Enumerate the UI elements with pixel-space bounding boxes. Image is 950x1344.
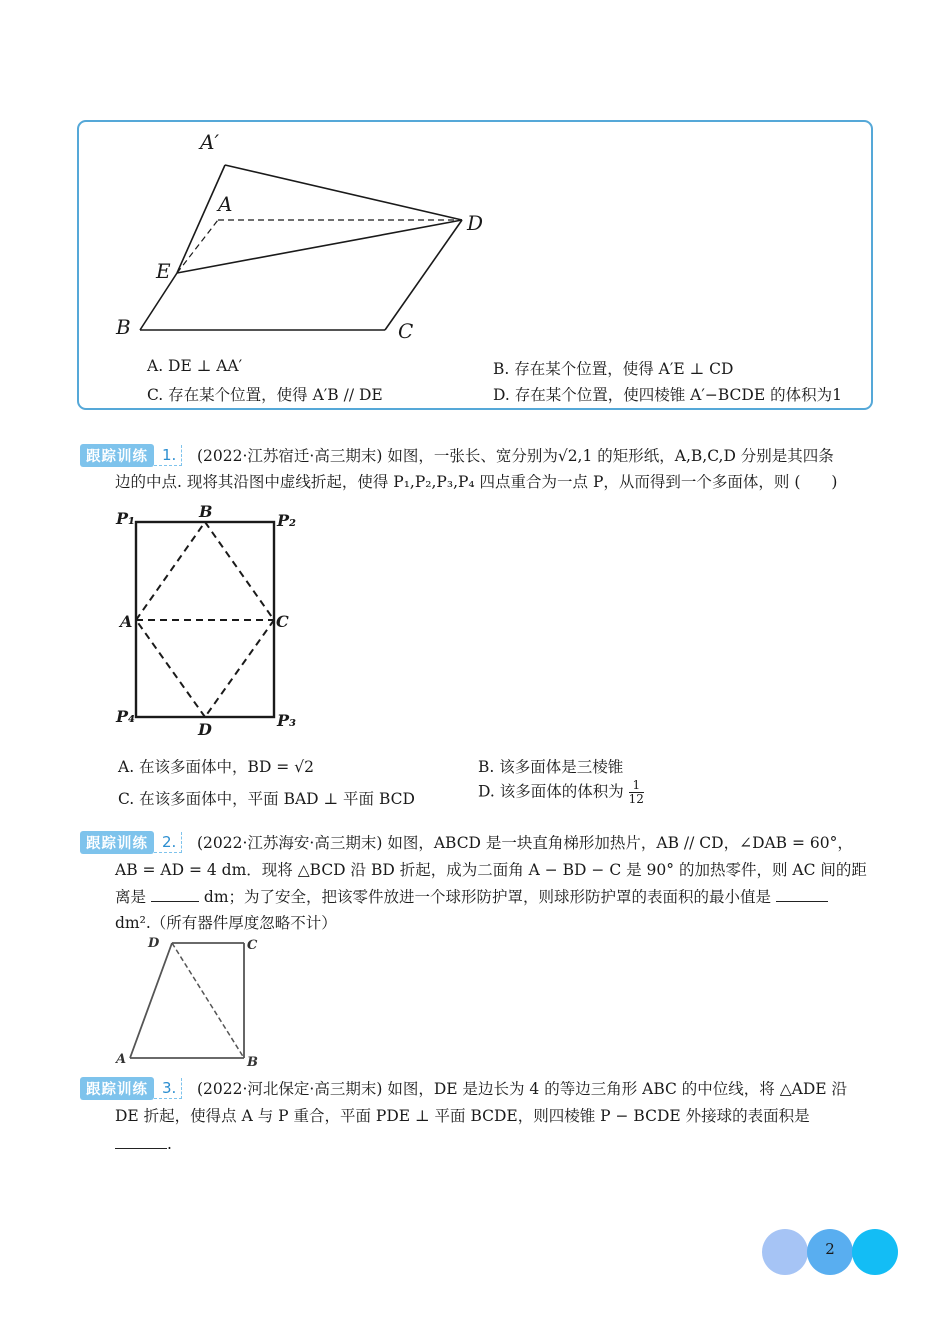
label-p3: P₃ [277, 711, 297, 730]
q3-text-line1: (2022·河北保定·高三期末) 如图，DE 是边长为 4 的等边三角形 ABC 的中位线，将 △ADE 沿 [197, 1080, 848, 1098]
fraction [629, 779, 644, 806]
tag-label: 跟踪训练 [80, 444, 154, 467]
tag-number: 3. [154, 1078, 182, 1099]
tag-number: 1. [154, 445, 182, 466]
q1-option-d [478, 779, 644, 806]
label-a: A [116, 1052, 127, 1067]
q2-text-line4: dm².（所有器件厚度忽略不计） [115, 914, 337, 932]
decor-circle-3 [852, 1229, 898, 1275]
q1-text-line1: (2022·江苏宿迁·高三期末) 如图，一张长、宽分别为√2,1 的矩形纸，A,B,C,D 分别是其四条 [197, 447, 834, 465]
q2-text-line2: AB = AD = 4 dm．现将 △BCD 沿 BD 折起，成为二面角 A − BD − C 是 90° 的加热零件，则 AC 间的距 [115, 861, 867, 879]
label-e: E [156, 259, 171, 283]
tag-label: 跟踪训练 [80, 1077, 154, 1100]
rectangle-paper-figure [110, 500, 310, 740]
q1-option-a: A. 在该多面体中，BD = √2 [118, 758, 314, 776]
q3-period: . [167, 1135, 172, 1153]
q1-option-d-text: D. 该多面体的体积为 [478, 782, 624, 801]
edge-ed [177, 220, 462, 273]
label-d: D [148, 936, 160, 951]
option-b: B. 存在某个位置，使得 A′E ⊥ CD [493, 360, 734, 378]
label-b: B [247, 1055, 258, 1070]
fraction-numerator: 1 [629, 779, 644, 793]
label-d: D [198, 720, 212, 739]
q1-text-line2: 边的中点. 现将其沿图中虚线折起，使得 P₁,P₂,P₃,P₄ 四点重合为一点 P，从而得到一个多面体，则 ( ) [115, 473, 838, 491]
answer-blank-3[interactable] [115, 1134, 167, 1149]
label-d: D [467, 211, 484, 235]
exercise-tag-3 [80, 1077, 182, 1099]
diagonal-bd [172, 943, 244, 1058]
q3-text-line2: DE 折起，使得点 A 与 P 重合，平面 PDE ⊥ 平面 BCDE，则四棱锥 P − BCDE 外接球的表面积是 [115, 1107, 810, 1125]
q1-option-c: C. 在该多面体中，平面 BAD ⊥ 平面 BCD [118, 790, 415, 808]
label-c: C [276, 612, 289, 631]
label-b: B [116, 315, 131, 339]
label-a-prime: A′ [200, 130, 219, 154]
page-number: 2 [825, 1240, 835, 1258]
paper-rectangle [136, 522, 274, 717]
fold-figure-1 [100, 125, 520, 350]
edge-cd [385, 220, 462, 330]
label-a: A [218, 192, 233, 216]
tag-number: 2. [154, 832, 182, 853]
exercise-tag-2 [80, 831, 182, 853]
label-p4: P₄ [116, 707, 136, 726]
option-d: D. 存在某个位置，使四棱锥 A′−BCDE 的体积为1 [493, 386, 842, 404]
answer-blank-1[interactable] [151, 887, 199, 902]
label-c: C [247, 938, 258, 953]
q1-option-b: B. 该多面体是三棱锥 [478, 758, 624, 776]
label-b: B [199, 502, 213, 521]
q2-text-line3 [115, 886, 828, 908]
label-p2: P₂ [277, 511, 297, 530]
fraction-denominator: 12 [628, 792, 644, 806]
answer-blank-2[interactable] [776, 887, 828, 902]
label-a: A [120, 612, 133, 631]
edge-ea-prime [177, 165, 225, 273]
q2-text-line3a: 离是 [115, 888, 147, 906]
edge-a-prime-d [225, 165, 462, 220]
exercise-tag-1 [80, 444, 182, 466]
decor-circle-1 [762, 1229, 808, 1275]
q3-text-line3 [115, 1133, 172, 1155]
label-c: C [398, 319, 414, 343]
tag-label: 跟踪训练 [80, 831, 154, 854]
option-a: A. DE ⊥ AA′ [147, 357, 243, 375]
option-c: C. 存在某个位置，使得 A′B // DE [147, 386, 383, 404]
label-p1: P₁ [116, 509, 136, 528]
q2-text-line1: (2022·江苏海安·高三期末) 如图，ABCD 是一块直角梯形加热片，AB // CD，∠DAB = 60°， [197, 834, 853, 852]
q2-text-line3b: dm；为了安全，把该零件放进一个球形防护罩，则球形防护罩的表面积的最小值是 [203, 888, 772, 906]
trapezoid-figure [110, 932, 270, 1072]
